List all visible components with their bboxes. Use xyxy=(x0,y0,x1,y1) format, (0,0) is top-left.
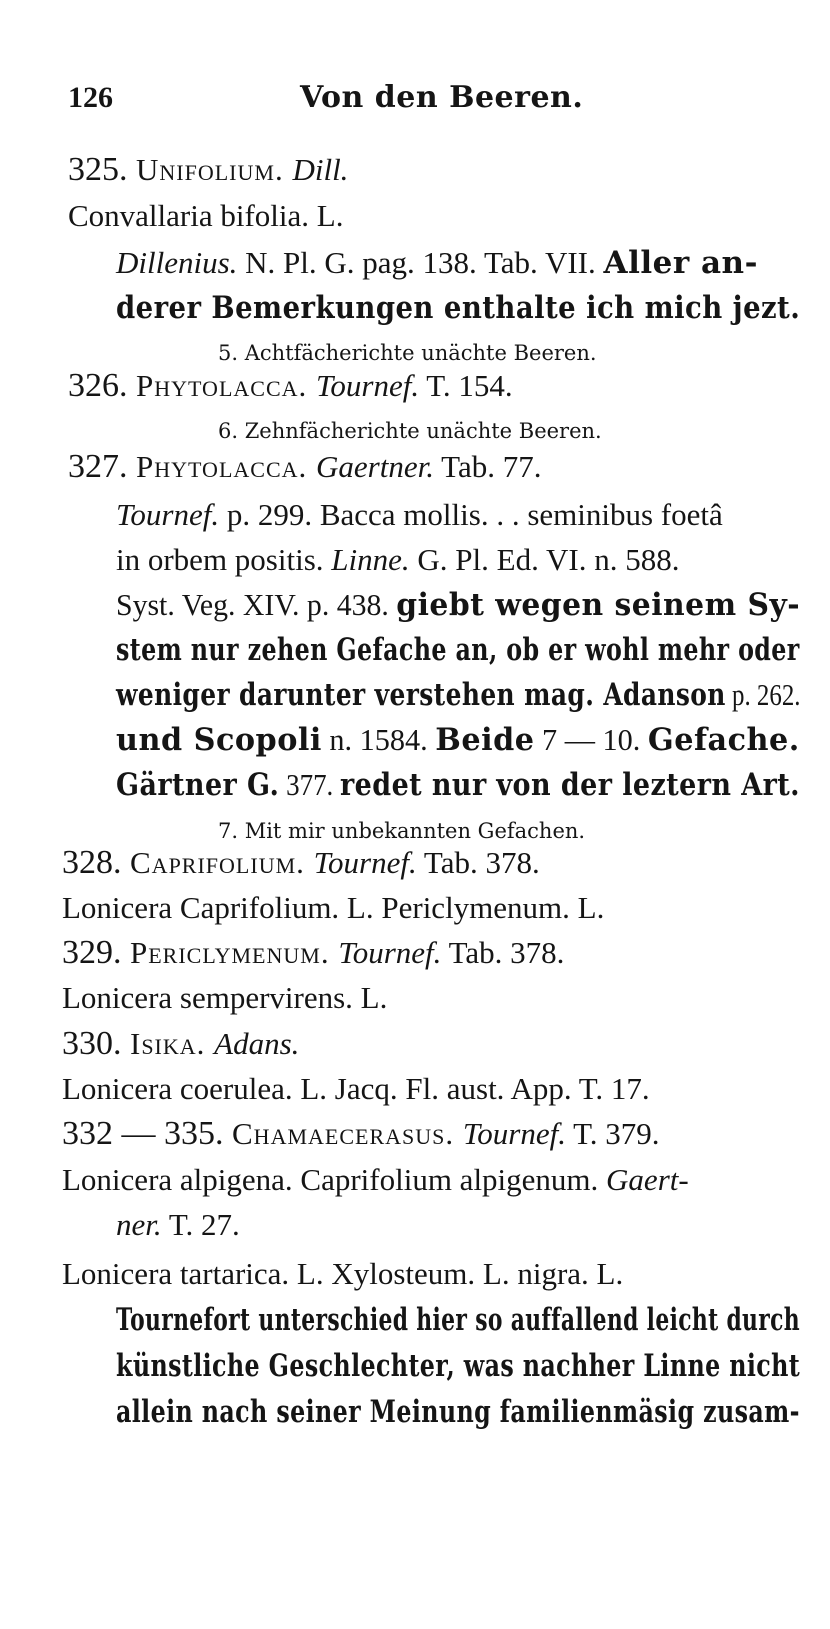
text-run: 329. xyxy=(62,934,130,971)
text-run: Tournef. xyxy=(313,845,417,880)
text-run: Gaertner. xyxy=(316,449,434,484)
text-run: Lonicera tartarica. L. Xylosteum. L. nigra. L. xyxy=(62,1256,624,1291)
text-run: p. 262. xyxy=(725,677,801,712)
text-run: T. 154. xyxy=(419,368,513,403)
text-run: Lonicera Caprifolium. L. Periclymenum. L. xyxy=(62,890,605,925)
text-line xyxy=(62,1114,660,1154)
text-run: N. Pl. G. pag. 138. Tab. VII. xyxy=(237,245,604,280)
text-line xyxy=(62,1069,650,1109)
text-run: n. 1584. xyxy=(321,722,436,757)
text-line xyxy=(62,1160,689,1200)
text-line xyxy=(62,1254,623,1294)
text-run: Lonicera alpigena. Caprifolium alpigenum. xyxy=(62,1162,607,1197)
text-run: und Scopoli xyxy=(116,722,322,758)
text-line xyxy=(116,630,800,670)
running-title: Von den Beeren. xyxy=(300,80,584,115)
text-run: Caprifolium. xyxy=(130,845,314,880)
text-line xyxy=(116,720,800,760)
text-run: 328. xyxy=(62,844,130,881)
text-run: T. 379. xyxy=(565,1116,660,1151)
text-run: Tournef. xyxy=(116,497,220,532)
text-line xyxy=(116,765,800,805)
text-run: Periclymenum. xyxy=(130,935,339,970)
text-run: Gefache. xyxy=(647,722,800,758)
text-run: 332 — 335. xyxy=(62,1115,232,1152)
text-run: 6. Zehnfächerichte unächte Beeren. xyxy=(218,419,602,443)
text-run: 327. xyxy=(68,448,136,485)
text-line xyxy=(116,1205,240,1245)
text-run: Adans. xyxy=(214,1026,300,1061)
text-line xyxy=(68,447,541,487)
text-run: Lonicera sempervirens. L. xyxy=(62,980,388,1015)
text-run: 326. xyxy=(68,367,136,404)
text-run: stem nur zehen Gefache an, ob er wohl mehr oder xyxy=(116,632,800,668)
text-line xyxy=(62,888,604,928)
text-run: 7 — 10. xyxy=(534,722,648,757)
text-run: Tournef. xyxy=(338,935,442,970)
text-run: G. Pl. Ed. VI. n. 588. xyxy=(409,542,680,577)
text-run: T. 27. xyxy=(161,1207,240,1242)
text-run: Convallaria bifolia. L. xyxy=(68,198,344,233)
text-run: 7. Mit mir unbekannten Gefachen. xyxy=(218,819,586,843)
text-line xyxy=(68,366,513,406)
text-run: p. 299. Bacca mollis. . . seminibus foetâ xyxy=(219,497,723,532)
text-run: Tournef. xyxy=(316,368,420,403)
text-line xyxy=(116,243,758,283)
text-line xyxy=(116,288,800,328)
text-line xyxy=(116,1392,800,1432)
text-line xyxy=(116,1346,800,1386)
text-run: 5. Achtfächerichte unächte Beeren. xyxy=(218,341,597,365)
text-run: derer Bemerkungen enthalte ich mich jezt. xyxy=(116,290,801,326)
text-run: Tab. 378. xyxy=(441,935,565,970)
text-run: Chamaecerasus. xyxy=(232,1116,463,1151)
text-run: Tab. 77. xyxy=(433,449,542,484)
text-line xyxy=(116,495,723,535)
text-run: Linne. xyxy=(331,542,410,577)
text-run: 377. xyxy=(279,767,341,802)
text-run: Tournefort unterschied hier so auffallend leicht durch xyxy=(116,1302,800,1338)
text-run: Isika. xyxy=(130,1026,215,1061)
text-run: giebt wegen seinem Sy- xyxy=(396,587,801,623)
text-run: Gärtner G. xyxy=(116,767,280,803)
text-run: künstliche Geschlechter, was nachher Linne nicht xyxy=(116,1348,801,1384)
text-run: Gaert- xyxy=(606,1162,689,1197)
text-run: Aller an- xyxy=(603,245,758,281)
text-line xyxy=(218,408,602,451)
text-run: Dill. xyxy=(292,152,349,187)
text-line xyxy=(62,978,387,1018)
text-run: in orbem positis. xyxy=(116,542,332,577)
text-run: 330. xyxy=(62,1025,130,1062)
text-run: Lonicera coerulea. L. Jacq. Fl. aust. App. T. 17. xyxy=(62,1071,650,1106)
text-line xyxy=(116,675,800,715)
text-run: redet nur von der leztern Art. xyxy=(340,767,800,803)
text-run: 325. xyxy=(68,151,136,188)
text-line xyxy=(68,196,343,236)
text-line xyxy=(68,150,348,190)
text-run: Phytolacca. xyxy=(136,449,317,484)
text-run: Syst. Veg. XIV. p. 438. xyxy=(116,587,397,622)
text-run: Dillenius. xyxy=(116,245,238,280)
page-number: 126 xyxy=(68,81,113,114)
text-run: Tab. 378. xyxy=(416,845,540,880)
text-run: ner. xyxy=(116,1207,162,1242)
text-line xyxy=(62,1024,299,1064)
text-line xyxy=(62,933,564,973)
text-run: Tournef. xyxy=(462,1116,566,1151)
text-line xyxy=(62,843,540,883)
text-run: weniger darunter verstehen mag. Adanson xyxy=(116,677,726,713)
text-run: Unifolium. xyxy=(136,152,293,187)
text-line xyxy=(116,1300,800,1340)
text-run: Beide xyxy=(435,722,535,758)
text-run: Phytolacca. xyxy=(136,368,317,403)
text-run: allein nach seiner Meinung familienmäsig zusam- xyxy=(116,1394,800,1430)
text-line xyxy=(116,540,679,580)
text-line xyxy=(116,585,800,625)
